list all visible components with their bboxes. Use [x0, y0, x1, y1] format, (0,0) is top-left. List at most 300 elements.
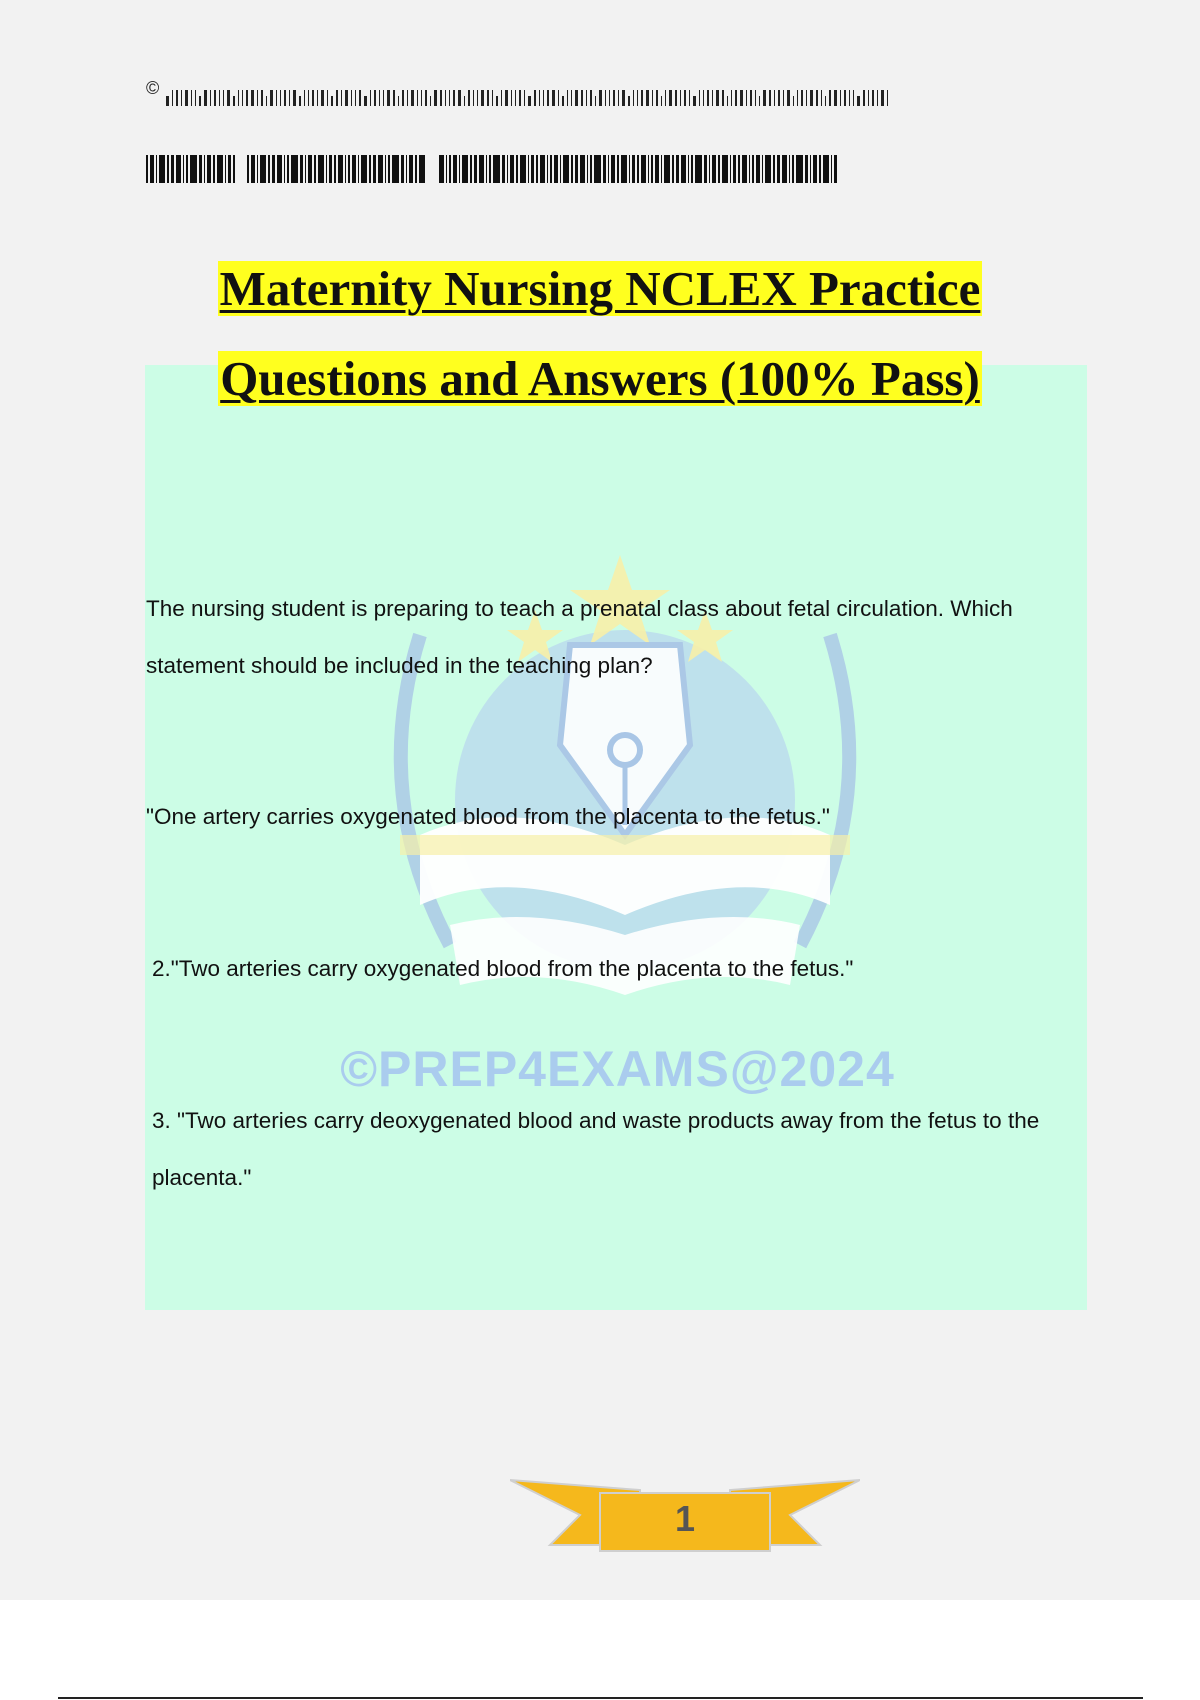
barcode-bar: [735, 90, 737, 106]
barcode-bar: [709, 155, 710, 183]
barcode-bar: [326, 155, 327, 183]
barcode-bar: [453, 155, 457, 183]
barcode-bar: [227, 90, 230, 106]
barcode-bar: [707, 90, 709, 106]
barcode-bar: [430, 96, 431, 106]
barcode-bar: [300, 155, 303, 183]
barcode-bar: [608, 155, 609, 183]
barcode-bar: [681, 155, 686, 183]
barcode-bar: [338, 155, 343, 183]
header-barcode-text: [166, 78, 888, 106]
barcode-bar: [823, 155, 829, 183]
barcode-bar: [473, 90, 474, 106]
barcode-bar: [547, 155, 548, 183]
barcode-bar: [752, 155, 754, 183]
barcode-bar: [439, 155, 444, 183]
barcode-bar: [299, 96, 301, 106]
barcode-bar: [637, 155, 639, 183]
barcode-bar: [755, 90, 756, 106]
barcode-bar: [777, 155, 780, 183]
barcode-bar: [528, 155, 529, 183]
barcode-bar: [190, 155, 197, 183]
barcode-bar: [204, 90, 207, 106]
document-title-line-1: Maternity Nursing NCLEX Practice: [219, 261, 981, 316]
barcode-bar: [244, 155, 245, 183]
barcode-bar: [672, 155, 674, 183]
barcode-bar: [345, 90, 348, 106]
barcode-bar: [402, 90, 404, 106]
barcode-bar: [176, 155, 181, 183]
barcode-bar: [159, 155, 165, 183]
barcode-bar: [637, 90, 638, 106]
barcode-bar: [611, 155, 615, 183]
barcode-bar: [872, 90, 874, 106]
barcode-bar: [435, 155, 437, 183]
copyright-symbol: ©: [146, 78, 160, 98]
barcode-bar: [502, 155, 505, 183]
barcode-bar: [515, 90, 516, 106]
barcode-bar: [633, 90, 634, 106]
barcode-bar: [434, 90, 437, 106]
barcode-bar: [595, 96, 596, 106]
barcode-bar: [797, 90, 798, 106]
barcode-bar: [646, 90, 649, 106]
question-stem: The nursing student is preparing to teach a prenatal class about fetal circulation. Which statement should be included in the teaching plan?: [146, 596, 1013, 678]
barcode-bar: [409, 155, 413, 183]
barcode-bar: [540, 155, 545, 183]
barcode-bar: [722, 155, 728, 183]
barcode-bar: [590, 155, 592, 183]
barcode-bar: [369, 155, 371, 183]
barcode-bar: [789, 155, 790, 183]
answer-option-1: "One artery carries oxygenated blood from the placenta to the fetus.": [146, 804, 830, 829]
barcode-bar: [550, 155, 552, 183]
barcode-bar: [863, 90, 865, 106]
institution-barcode: [146, 155, 837, 185]
barcode-bar: [778, 90, 780, 106]
barcode-bar: [773, 155, 775, 183]
barcode-bar: [664, 155, 670, 183]
barcode-bar: [233, 96, 235, 106]
page-number: 1: [674, 1498, 696, 1539]
barcode-bar: [536, 155, 538, 183]
barcode-bar: [217, 155, 223, 183]
barcode-bar: [352, 155, 356, 183]
barcode-bar: [383, 90, 384, 106]
barcode-bar: [655, 155, 659, 183]
barcode-bar: [617, 155, 619, 183]
barcode-bar: [575, 155, 578, 183]
barcode-bar: [651, 155, 653, 183]
barcode-bar: [806, 90, 807, 106]
barcode-bar: [562, 96, 564, 106]
barcode-bar: [257, 155, 258, 183]
barcode-bar: [415, 155, 417, 183]
barcode-bar: [783, 90, 784, 106]
barcode-bar: [393, 90, 395, 106]
barcode-bar: [881, 90, 884, 106]
bottom-divider: [58, 1697, 1143, 1699]
barcode-bar: [191, 90, 192, 106]
barcode-bar: [834, 90, 837, 106]
barcode-bar: [492, 90, 493, 106]
barcode-bar: [528, 96, 531, 106]
barcode-bar: [387, 90, 390, 106]
barcode-bar: [613, 90, 615, 106]
barcode-bar: [609, 90, 610, 106]
barcode-bar: [268, 155, 270, 183]
barcode-bar: [291, 155, 298, 183]
barcode-bar: [487, 90, 489, 106]
barcode-bar: [181, 90, 182, 106]
barcode-bar: [792, 155, 794, 183]
barcode-bar: [759, 96, 760, 106]
barcode-bar: [680, 90, 681, 106]
barcode-bar: [225, 155, 226, 183]
barcode-bar: [449, 155, 451, 183]
barcode-bar: [765, 155, 771, 183]
barcode-bar: [519, 90, 521, 106]
barcode-bar: [470, 155, 472, 183]
barcode-bar: [270, 90, 273, 106]
barcode-bar: [505, 90, 508, 106]
barcode-bar: [284, 90, 286, 106]
barcode-bar: [691, 155, 693, 183]
barcode-bar: [769, 90, 771, 106]
barcode-bar: [251, 155, 255, 183]
barcode-bar: [567, 90, 568, 106]
barcode-bar: [586, 90, 587, 106]
barcode-bar: [742, 155, 747, 183]
barcode-bar: [805, 155, 808, 183]
barcode-bar: [477, 90, 478, 106]
barcode-bar: [571, 90, 572, 106]
barcode-bar: [277, 155, 282, 183]
barcode-bar: [458, 90, 461, 106]
barcode-bar: [407, 90, 408, 106]
barcode-bar: [648, 155, 649, 183]
barcode-bar: [501, 90, 502, 106]
barcode-bar: [575, 90, 578, 106]
barcode-bar: [554, 155, 558, 183]
barcode-bar: [317, 90, 318, 106]
barcode-bar: [840, 90, 841, 106]
barcode-bar: [594, 155, 601, 183]
barcode-bar: [844, 90, 846, 106]
barcode-bar: [261, 90, 263, 106]
barcode-bar: [219, 90, 220, 106]
barcode-bar: [479, 155, 484, 183]
barcode-bar: [427, 155, 428, 183]
barcode-bar: [704, 155, 707, 183]
barcode-bar: [563, 155, 569, 183]
barcode-bar: [388, 155, 390, 183]
barcode-bar: [661, 155, 662, 183]
barcode-bar: [730, 155, 731, 183]
document-title-line-2: Questions and Answers (100% Pass): [220, 351, 980, 406]
barcode-bar: [552, 90, 555, 106]
barcode-bar: [816, 90, 818, 106]
barcode-bar: [257, 90, 258, 106]
barcode-bar: [379, 90, 380, 106]
barcode-bar: [331, 96, 333, 106]
barcode-bar: [727, 96, 728, 106]
barcode-bar: [695, 155, 702, 183]
barcode-bar: [401, 155, 404, 183]
barcode-bar: [176, 90, 178, 106]
barcode-bar: [430, 155, 433, 183]
barcode-bar: [411, 90, 414, 106]
answer-option-3: 3. "Two arteries carry deoxygenated blood and waste products away from the fetus to the placenta.": [152, 1108, 1040, 1190]
barcode-bar: [689, 90, 690, 106]
barcode-bar: [877, 90, 878, 106]
barcode-bar: [308, 90, 309, 106]
barcode-bar: [167, 155, 169, 183]
barcode-bar: [334, 155, 336, 183]
barcode-bar: [571, 155, 573, 183]
barcode-bar: [171, 155, 174, 183]
barcode-bar: [276, 90, 277, 106]
barcode-bar: [746, 90, 747, 106]
barcode-bar: [421, 90, 422, 106]
barcode-bar: [547, 90, 549, 106]
barcode-bar: [336, 90, 338, 106]
barcode-bar: [618, 90, 619, 106]
barcode-bar: [756, 155, 760, 183]
barcode-bar: [829, 90, 831, 106]
barcode-bar: [287, 155, 289, 183]
barcode-bar: [293, 90, 296, 106]
barcode-bar: [166, 96, 169, 106]
barcode-bar: [731, 90, 732, 106]
barcode-bar: [603, 155, 606, 183]
barcode-bar: [733, 155, 736, 183]
barcode-bar: [304, 90, 305, 106]
barcode-bar: [329, 155, 332, 183]
barcode-bar: [185, 90, 188, 106]
barcode-bar: [312, 90, 314, 106]
barcode-bar: [793, 96, 794, 106]
barcode-bar: [543, 90, 544, 106]
barcode-bar: [628, 96, 630, 106]
barcode-bar: [146, 155, 148, 183]
barcode-bar: [370, 90, 371, 106]
barcode-bar: [868, 90, 869, 106]
barcode-bar: [207, 155, 211, 183]
barcode-bar: [703, 90, 704, 106]
barcode-bar: [825, 96, 826, 106]
barcode-bar: [740, 90, 743, 106]
barcode-bar: [716, 90, 719, 106]
barcode-bar: [534, 90, 536, 106]
barcode-bar: [321, 90, 324, 106]
barcode-bar: [419, 155, 425, 183]
barcode-bar: [810, 90, 813, 106]
barcode-bar: [801, 90, 803, 106]
barcode-bar: [462, 155, 468, 183]
barcode-bar: [486, 155, 487, 183]
barcode-bar: [289, 90, 290, 106]
barcode-bar: [581, 90, 583, 106]
watermark-text: ©PREP4EXAMS@2024: [340, 1041, 895, 1097]
barcode-bar: [210, 90, 211, 106]
barcode-bar: [246, 90, 248, 106]
barcode-bar: [233, 155, 235, 183]
barcode-bar: [796, 155, 803, 183]
barcode-bar: [359, 90, 361, 106]
barcode-bar: [621, 155, 627, 183]
barcode-bar: [853, 90, 854, 106]
barcode-bar: [351, 90, 352, 106]
barcode-bar: [214, 90, 216, 106]
barcode-bar: [327, 90, 328, 106]
barcode-bar: [749, 155, 750, 183]
barcode-bar: [531, 155, 534, 183]
barcode-bar: [150, 155, 154, 183]
barcode-bar: [632, 155, 635, 183]
barcode-bar: [813, 155, 817, 183]
barcode-bar: [821, 90, 822, 106]
barcode-bar: [560, 155, 561, 183]
barcode-bar: [605, 90, 606, 106]
barcode-bar: [510, 155, 514, 183]
barcode-bar: [661, 96, 662, 106]
barcode-bar: [622, 90, 625, 106]
barcode-bar: [314, 155, 316, 183]
barcode-bar: [449, 90, 450, 106]
barcode-bar: [474, 155, 477, 183]
barcode-bar: [228, 155, 231, 183]
barcode-bar: [665, 90, 666, 106]
barcode-bar: [857, 96, 860, 106]
barcode-bar: [251, 90, 254, 106]
barcode-bar: [183, 155, 184, 183]
barcode-bar: [373, 155, 376, 183]
barcode-bar: [446, 155, 447, 183]
barcode-bar: [392, 155, 399, 183]
barcode-bar: [774, 90, 775, 106]
barcode-bar: [345, 155, 346, 183]
barcode-bar: [280, 90, 281, 106]
barcode-bar: [516, 155, 518, 183]
barcode-bar: [524, 90, 525, 106]
barcode-bar: [305, 155, 306, 183]
barcode-bar: [787, 90, 790, 106]
barcode-bar: [481, 90, 484, 106]
barcode-bar: [712, 90, 713, 106]
barcode-bar: [364, 96, 367, 106]
barcode-bar: [782, 155, 787, 183]
barcode-bar: [489, 155, 491, 183]
barcode-bar: [464, 96, 465, 106]
barcode-bar: [172, 90, 173, 106]
barcode-bar: [417, 90, 418, 106]
barcode-bar: [238, 90, 239, 106]
barcode-bar: [156, 155, 157, 183]
barcode-bar: [831, 155, 832, 183]
barcode-bar: [834, 155, 837, 183]
barcode-bar: [453, 90, 455, 106]
barcode-bar: [378, 155, 383, 183]
barcode-bar: [440, 90, 442, 106]
barcode-bar: [587, 155, 588, 183]
barcode-bar: [722, 90, 724, 106]
barcode-bar: [468, 90, 470, 106]
barcode-bar: [223, 90, 224, 106]
barcode-bar: [493, 155, 500, 183]
barcode-bar: [558, 90, 559, 106]
barcode-bar: [459, 155, 460, 183]
barcode-bar: [355, 90, 356, 106]
barcode-bar: [712, 155, 716, 183]
barcode-bar: [398, 96, 399, 106]
barcode-bar: [763, 90, 766, 106]
barcode-bar: [669, 90, 672, 106]
barcode-bar: [599, 90, 602, 106]
barcode-bar: [260, 155, 266, 183]
barcode-bar: [348, 155, 350, 183]
barcode-bar: [195, 90, 196, 106]
barcode-bar: [199, 96, 201, 106]
barcode-bar: [272, 155, 275, 183]
barcode-bar: [445, 90, 446, 106]
barcode-bar: [675, 90, 677, 106]
barcode-bar: [266, 96, 267, 106]
barcode-bar: [819, 155, 821, 183]
barcode-bar: [496, 96, 498, 106]
barcode-bar: [810, 155, 811, 183]
barcode-bar: [361, 155, 367, 183]
barcode-bar: [358, 155, 359, 183]
barcode-bar: [204, 155, 205, 183]
barcode-bar: [699, 90, 700, 106]
barcode-bar: [318, 155, 324, 183]
barcode-bar: [652, 90, 653, 106]
barcode-bar: [738, 155, 740, 183]
barcode-bar: [590, 90, 592, 106]
barcode-bar: [641, 90, 643, 106]
barcode-bar: [507, 155, 508, 183]
barcode-bar: [213, 155, 215, 183]
barcode-bar: [341, 90, 342, 106]
barcode-bar: [762, 155, 763, 183]
barcode-bar: [242, 90, 243, 106]
barcode-bar: [887, 90, 888, 106]
barcode-bar: [186, 155, 188, 183]
barcode-bar: [520, 155, 526, 183]
answer-option-2: 2."Two arteries carry oxygenated blood from the placenta to the fetus.": [152, 956, 854, 981]
barcode-bar: [374, 90, 376, 106]
barcode-bar: [247, 155, 249, 183]
barcode-bar: [237, 155, 242, 183]
barcode-bar: [641, 155, 646, 183]
barcode-bar: [656, 90, 658, 106]
barcode-bar: [750, 90, 752, 106]
barcode-bar: [693, 96, 696, 106]
barcode-bar: [406, 155, 407, 183]
barcode-bar: [284, 155, 285, 183]
barcode-bar: [580, 155, 585, 183]
barcode-bar: [629, 155, 630, 183]
barcode-bar: [684, 90, 686, 106]
barcode-bar: [199, 155, 202, 183]
barcode-bar: [718, 155, 720, 183]
barcode-bar: [849, 90, 850, 106]
barcode-bar: [308, 155, 312, 183]
barcode-bar: [539, 90, 540, 106]
barcode-bar: [425, 90, 427, 106]
barcode-bar: [688, 155, 689, 183]
